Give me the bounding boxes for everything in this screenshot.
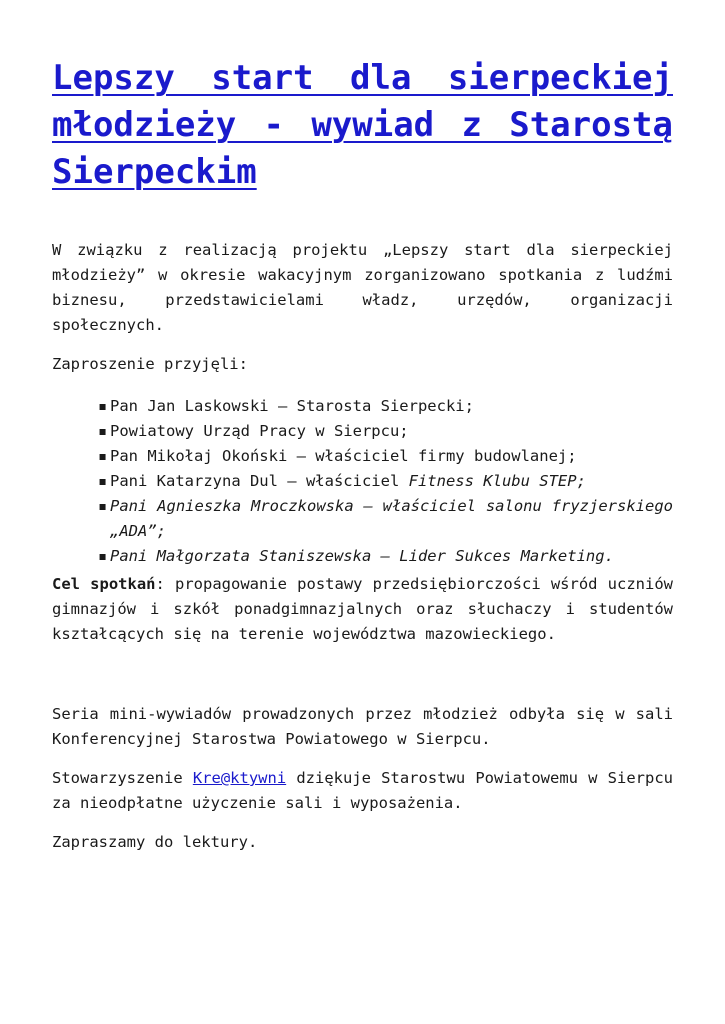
list-item [98,394,673,419]
guest-text: Pan Mikołaj Okoński – właściciel firmy budowlanej; [110,447,577,465]
list-item [98,469,673,494]
article-title-link[interactable] [52,55,673,196]
article-title[interactable]: Lepszy start dla sierpeckiej młodzieży - wywiad z Starostą Sierpeckim [52,58,673,192]
thanks-paragraph [52,766,673,816]
list-item [98,419,673,444]
guest-text-italic: Fitness Klubu STEP; [408,472,586,490]
guest-text: Pani Katarzyna Dul – właściciel [110,472,409,490]
thanks-after: dziękuje Starostwu Powiatowemu w Sierpcu za nieodpłatne użyczenie sali i wyposażenia. [52,769,673,812]
guest-text: Pani Agnieszka Mroczkowska – właściciel salonu fryzjerskiego „ADA”; [110,497,673,540]
guest-list [52,394,673,569]
goal-label: Cel spotkań [52,575,156,593]
article [52,55,673,855]
closing-paragraph: Zapraszamy do lektury. [52,833,258,851]
list-item [98,444,673,469]
goal-paragraph [52,572,673,647]
bullet-icon: ▪ [98,472,108,490]
bullet-icon: ▪ [98,397,108,415]
guest-text: Pan Jan Laskowski – Starosta Sierpecki; [110,397,474,415]
association-link[interactable]: Kre@ktywni [192,769,287,787]
bullet-icon: ▪ [98,447,108,465]
list-item [98,544,673,569]
bullet-icon: ▪ [98,497,108,515]
bullet-icon: ▪ [98,547,108,565]
guest-text: Pani Małgorzata Staniszewska – Lider Sukces Marketing. [110,547,614,565]
thanks-before: Stowarzyszenie [52,769,193,787]
bullet-icon: ▪ [98,422,108,440]
intro-paragraph: W związku z realizacją projektu „Lepszy start dla sierpeckiej młodzieży” w okresie wakacyjnym zorganizowano spotkania z ludźmi biznesu, przedstawicielami władz, urzędów, organizacji społecznych. [52,241,673,334]
list-item [98,494,673,544]
goal-text: : propagowanie postawy przedsiębiorczości wśród uczniów gimnazjów i szkół ponadgimnazjalnych oraz słuchaczy i studentów kształcących się na terenie województwa mazowieckiego. [52,575,673,643]
invitation-heading: Zaproszenie przyjęli: [52,355,248,373]
guest-text: Powiatowy Urząd Pracy w Sierpcu; [110,422,409,440]
series-paragraph: Seria mini-wywiadów prowadzonych przez młodzież odbyła się w sali Konferencyjnej Starostwa Powiatowego w Sierpcu. [52,705,673,748]
